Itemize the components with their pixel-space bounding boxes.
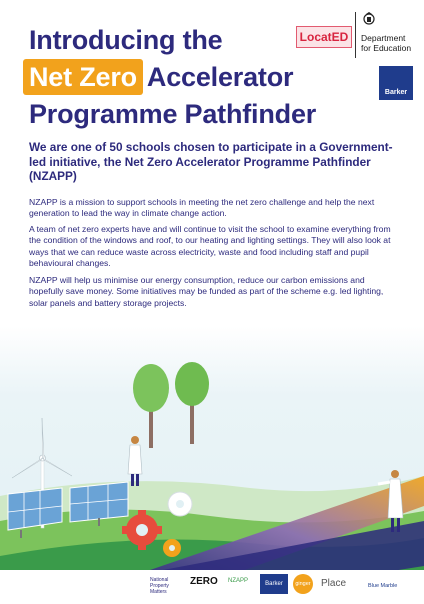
paragraph-3: NZAPP will help us minimise our energy consumption, reduce our carbon emissions and hopefully save money. Some initiatives may be funded as part of the scheme e.g. led lighting, solar panels and battery storage projects. <box>29 275 384 308</box>
blue-marble-logo: Blue Marble <box>368 583 398 589</box>
dfe-line-2: for Education <box>361 43 412 53</box>
locat-ed-logo: LocatED <box>296 26 352 48</box>
paragraph-2: A team of net zero experts have and will continue to visit the school to examine everything from the condition of the windows and roof, to our heating and lighting settings. They will also look at ways that we can reduce waste across electricity, waste and food including staff and pupil behavioural changes. <box>29 224 391 268</box>
page-title <box>29 22 316 133</box>
title-line-1: Introducing the <box>29 25 223 55</box>
nzapp-logo: NZAPP <box>228 578 249 584</box>
title-line-2 <box>29 59 316 96</box>
barker-footer-logo: Barker <box>260 574 288 594</box>
place-logo: Place <box>321 578 347 589</box>
title-line-2-rest: Accelerator <box>146 62 294 92</box>
title-highlight: Net Zero <box>23 59 143 95</box>
dfe-logo <box>355 12 421 58</box>
crest-icon <box>361 12 377 26</box>
national-property-logo: National Property Matters <box>150 577 169 595</box>
title-line-3: Programme Pathfinder <box>29 99 317 129</box>
ginger-logo: ginger <box>293 574 313 594</box>
illustration <box>0 326 424 604</box>
intro-heading: We are one of 50 schools chosen to participate in a Government-led initiative, the Net Zero Accelerator Programme Pathfinder (NZAPP) <box>29 140 393 183</box>
paragraph-1: NZAPP is a mission to support schools in meeting the net zero challenge and help the next generation to lead the way in climate change action. <box>29 197 375 219</box>
barker-logo: Barker <box>379 66 413 100</box>
dfe-line-1: Department <box>361 33 406 43</box>
zero-logo: ZERO <box>190 576 218 587</box>
